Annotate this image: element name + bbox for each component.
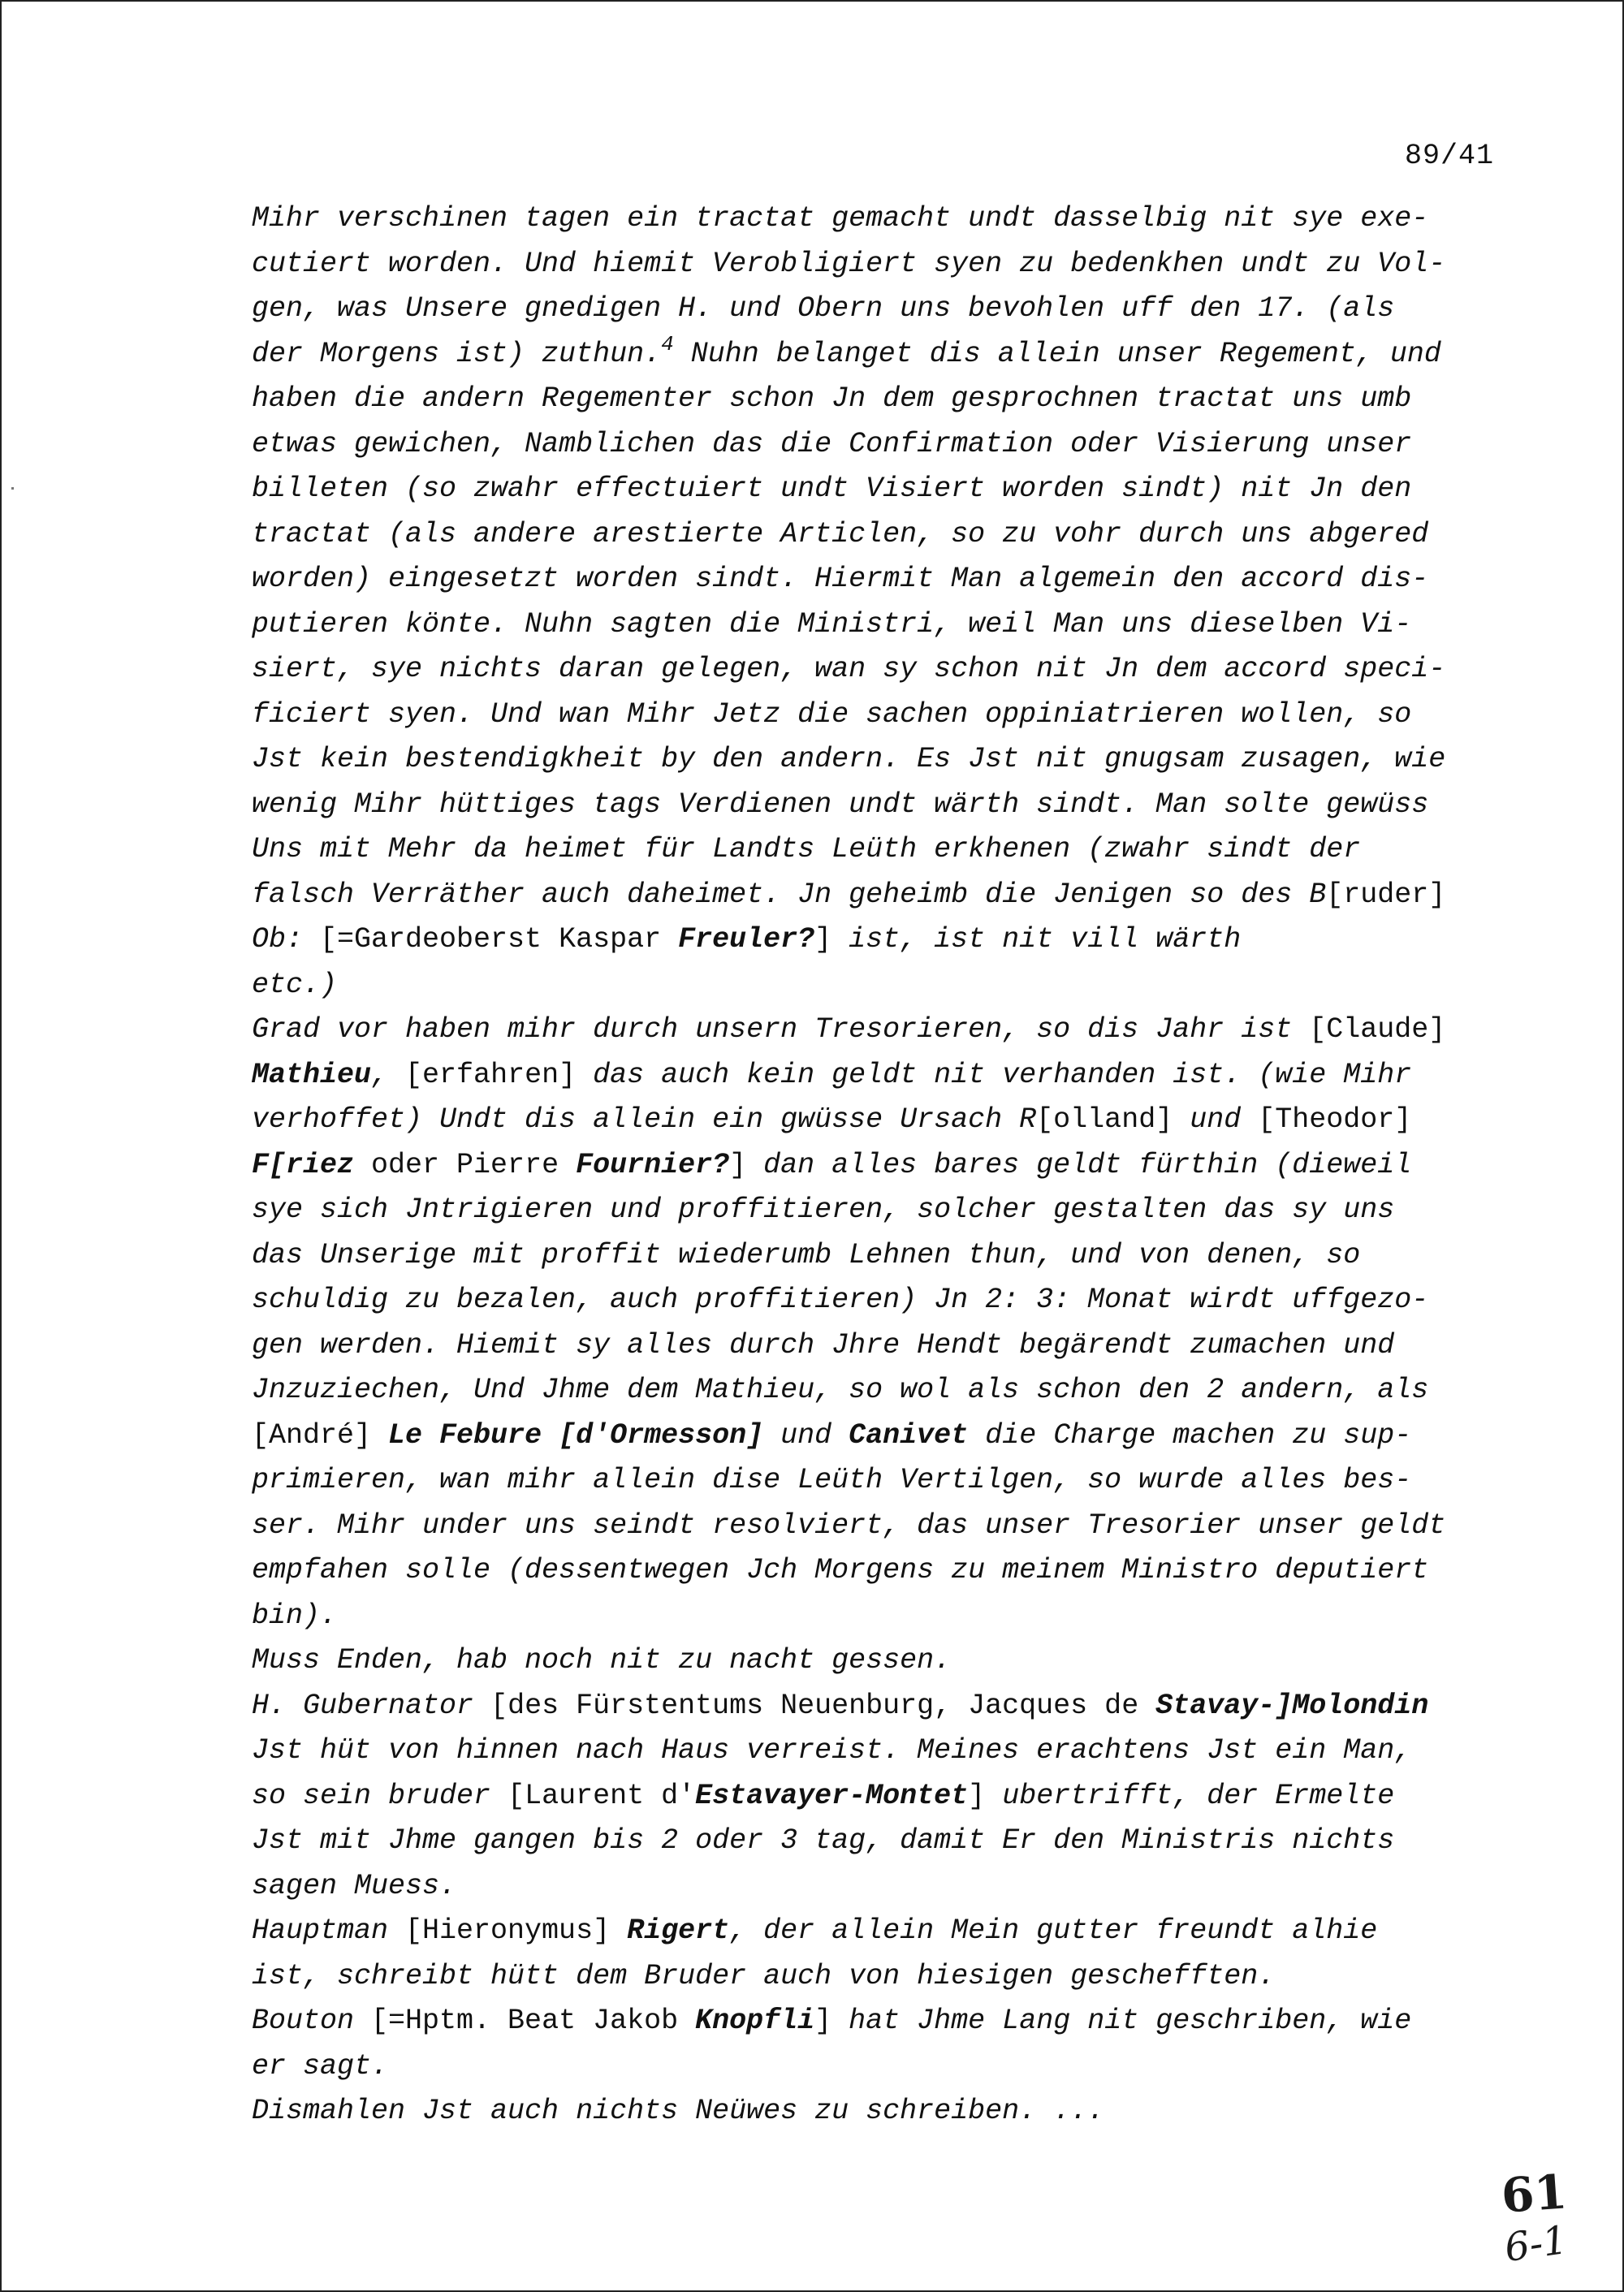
text-line <box>252 1729 1502 1774</box>
text-segment: sye sich Jntrigieren und proffitieren, solcher gestalten das sy uns <box>252 1193 1395 1226</box>
text-line <box>252 1594 1502 1639</box>
text-line <box>252 917 1502 963</box>
text-segment: , <box>371 1058 406 1091</box>
text-segment: Dismahlen Jst auch nichts Neüwes zu schreiben. ... <box>252 2095 1105 2127</box>
text-segment: schuldig zu bezalen, auch proffitieren) Jn 2: 3: Monat wirdt uffgezo- <box>252 1284 1429 1316</box>
editorial-bracket-text: ] <box>729 1148 747 1181</box>
text-line <box>252 287 1502 332</box>
text-segment: ubertrifft, der Ermelte <box>985 1779 1395 1812</box>
text-line <box>252 873 1502 918</box>
text-segment: falsch Verräther auch daheimet. Jn geheimb die Jenigen so des B <box>252 878 1327 911</box>
text-segment: Grad vor haben mihr durch unsern Tresorieren, so dis Jahr ist <box>252 1013 1310 1046</box>
text-segment: primieren, wan mihr allein dise Leüth Vertilgen, so wurde alles bes- <box>252 1464 1412 1496</box>
text-segment: Jst hüt von hinnen nach Haus verreist. Meines erachtens Jst ein Man, <box>252 1734 1412 1767</box>
handwritten-page-number-secondary: 6-1 <box>1501 2216 1570 2272</box>
text-line <box>252 2089 1502 2134</box>
text-segment: hat Jhme Lang nit geschriben, wie <box>831 2005 1412 2037</box>
text-line <box>252 693 1502 738</box>
text-line <box>252 1098 1502 1143</box>
text-line <box>252 1548 1502 1594</box>
text-line <box>252 1684 1502 1729</box>
text-segment: bin). <box>252 1599 338 1632</box>
text-line <box>252 2044 1502 2090</box>
text-line <box>252 737 1502 783</box>
text-segment: Nuhn belanget dis allein unser Regement, und <box>673 337 1441 370</box>
editorial-bracket-text: [olland] <box>1036 1103 1173 1136</box>
text-segment <box>610 1914 627 1947</box>
text-line <box>252 1954 1502 2000</box>
text-line <box>252 1638 1502 1684</box>
text-segment: ficiert syen. Und wan Mihr Jetz die sachen oppiniatrieren wollen, so <box>252 697 1412 731</box>
text-line <box>252 1053 1502 1099</box>
text-line <box>252 1819 1502 1864</box>
editorial-bracket-text: ] <box>968 1779 986 1812</box>
editorial-bracket-text: [erfahren] <box>405 1058 577 1091</box>
text-segment: die Charge machen zu sup- <box>968 1418 1412 1452</box>
text-segment: empfahen solle (dessentwegen Jch Morgens zu meinem Ministro deputiert <box>252 1554 1429 1586</box>
name-highlight: Rigert <box>627 1914 730 1947</box>
text-line <box>252 827 1502 873</box>
text-segment: Bouton <box>252 2005 372 2037</box>
editorial-bracket-text: [des Fürstentums Neuenburg, Jacques de <box>490 1689 1156 1722</box>
text-line <box>252 467 1502 512</box>
text-line <box>252 1323 1502 1369</box>
editorial-bracket-text: [Theodor] <box>1258 1103 1412 1136</box>
text-segment: haben die andern Regementer schon Jn dem gesprochnen tractat uns umb <box>252 382 1412 415</box>
text-segment: Ob: <box>252 923 321 956</box>
text-line <box>252 377 1502 422</box>
text-line <box>252 1864 1502 1910</box>
editorial-bracket-text: [=Gardeoberst Kaspar <box>320 923 679 956</box>
text-segment: gen, was Unsere gnedigen H. und Obern uns bevohlen uff den 17. (als <box>252 292 1395 325</box>
text-segment: gen werden. Hiemit sy alles durch Jhre Hendt begärendt zumachen und <box>252 1328 1395 1362</box>
text-line <box>252 196 1502 242</box>
text-segment: ist, ist nit vill wärth <box>831 923 1242 956</box>
text-segment: Jnzuziechen, Und Jhme dem Mathieu, so wol als schon den 2 andern, als <box>252 1374 1429 1406</box>
text-segment: verhoffet) Undt dis allein ein gwüsse Ursach R <box>252 1103 1037 1136</box>
text-line <box>252 1008 1502 1053</box>
editorial-bracket-text: oder Pierre <box>354 1148 577 1181</box>
text-segment: Muss Enden, hab noch nit zu nacht gessen. <box>252 1644 952 1677</box>
text-segment: Mihr verschinen tagen ein tractat gemacht undt dasselbig nit sye exe- <box>252 202 1429 235</box>
text-segment: Jst kein bestendigkheit by den andern. Es Jst nit gnugsam zusagen, wie <box>252 743 1446 775</box>
text-line <box>252 1278 1502 1323</box>
page-number: 89/41 <box>1404 140 1494 172</box>
text-line <box>252 242 1502 287</box>
footnote-marker: 4 <box>661 331 674 356</box>
text-line <box>252 783 1502 828</box>
text-segment: billeten (so zwahr effectuiert undt Visiert worden sindt) nit Jn den <box>252 473 1412 505</box>
text-segment: der Morgens ist) zuthun. <box>252 337 662 370</box>
text-line <box>252 963 1502 1008</box>
text-segment: das Unserige mit proffit wiederumb Lehnen thun, und von denen, so <box>252 1238 1361 1271</box>
text-line <box>252 1504 1502 1549</box>
text-line <box>252 1188 1502 1233</box>
editorial-bracket-text: [ruder] <box>1326 878 1446 911</box>
text-segment: cutiert worden. Und hiemit Verobligiert syen zu bedenkhen undt zu Vol- <box>252 247 1446 280</box>
editorial-bracket-text: ] <box>814 2005 832 2037</box>
text-segment: siert, sye nichts daran gelegen, wan sy schon nit Jn dem accord speci- <box>252 653 1446 685</box>
text-segment: tractat (als andere arestierte Articlen, so zu vohr durch uns abgered <box>252 517 1429 550</box>
name-highlight: Mathieu <box>252 1058 372 1091</box>
text-segment: Jst mit Jhme gangen bis 2 oder 3 tag, damit Er den Ministris nichts <box>252 1824 1395 1857</box>
editorial-bracket-text: ] <box>814 923 832 956</box>
text-segment <box>371 1419 388 1452</box>
text-segment: H. Gubernator <box>252 1689 491 1722</box>
text-line <box>252 1368 1502 1414</box>
name-highlight: Estavayer-Montet <box>695 1779 969 1812</box>
text-line <box>252 1774 1502 1819</box>
editorial-bracket-text: [=Hptm. Beat Jakob <box>371 2005 696 2037</box>
text-line <box>252 1909 1502 1954</box>
text-segment: ser. Mihr under uns seindt resolviert, das unser Tresorier unser geldt <box>252 1509 1446 1542</box>
text-segment: putieren könte. Nuhn sagten die Ministri, weil Man uns dieselben Vi- <box>252 607 1412 641</box>
editorial-bracket-text: [Hieronymus] <box>405 1914 611 1947</box>
text-line <box>252 602 1502 648</box>
name-highlight: Stavay-]Molondin <box>1155 1689 1429 1722</box>
text-line <box>252 512 1502 558</box>
text-segment: etwas gewichen, Namblichen das die Confirmation oder Visierung unser <box>252 427 1412 460</box>
text-segment: etc.) <box>252 968 338 1001</box>
text-segment: dan alles bares geldt fürthin (dieweil <box>746 1148 1412 1181</box>
margin-mark <box>11 487 14 490</box>
text-segment: sagen Muess. <box>252 1869 457 1902</box>
text-line <box>252 332 1502 378</box>
text-segment: er sagt. <box>252 2049 389 2083</box>
editorial-bracket-text: [Laurent d' <box>508 1779 696 1812</box>
handwritten-page-number: 61 <box>1500 2164 1570 2224</box>
name-highlight: Canivet <box>849 1418 969 1452</box>
text-line <box>252 1414 1502 1459</box>
text-segment: Hauptman <box>252 1914 406 1947</box>
name-highlight: F[riez <box>252 1148 355 1181</box>
text-line <box>252 1233 1502 1279</box>
name-highlight: Le Febure [d'Ormesson] <box>388 1418 764 1452</box>
editorial-bracket-text: [Claude] <box>1309 1013 1446 1046</box>
text-segment: Uns mit Mehr da heimet für Landts Leüth erkhenen (zwahr sindt der <box>252 833 1361 865</box>
text-segment: das auch kein geldt nit verhanden ist. (wie Mihr <box>576 1058 1412 1091</box>
text-line <box>252 422 1502 468</box>
letter-body-text <box>252 196 1502 2134</box>
text-segment: und <box>1173 1103 1259 1136</box>
text-segment: wenig Mihr hüttiges tags Verdienen undt wärth sindt. Man solte gewüss <box>252 788 1429 821</box>
text-line <box>252 1999 1502 2044</box>
editorial-bracket-text: [André] <box>252 1418 372 1452</box>
text-line <box>252 647 1502 693</box>
text-line <box>252 1143 1502 1189</box>
text-segment: und <box>763 1418 849 1452</box>
name-highlight: Fournier? <box>576 1148 730 1181</box>
name-highlight: Freuler? <box>678 923 815 956</box>
text-line <box>252 557 1502 602</box>
text-segment: ist, schreibt hütt dem Bruder auch von hiesigen geschefften. <box>252 1959 1276 1992</box>
text-segment: , der allein Mein gutter freundt alhie <box>729 1914 1378 1947</box>
text-segment: so sein bruder <box>252 1779 508 1812</box>
text-segment: worden) eingesetzt worden sindt. Hiermit Man algemein den accord dis- <box>252 563 1429 595</box>
name-highlight: Knopfli <box>695 2005 815 2037</box>
text-line <box>252 1458 1502 1504</box>
